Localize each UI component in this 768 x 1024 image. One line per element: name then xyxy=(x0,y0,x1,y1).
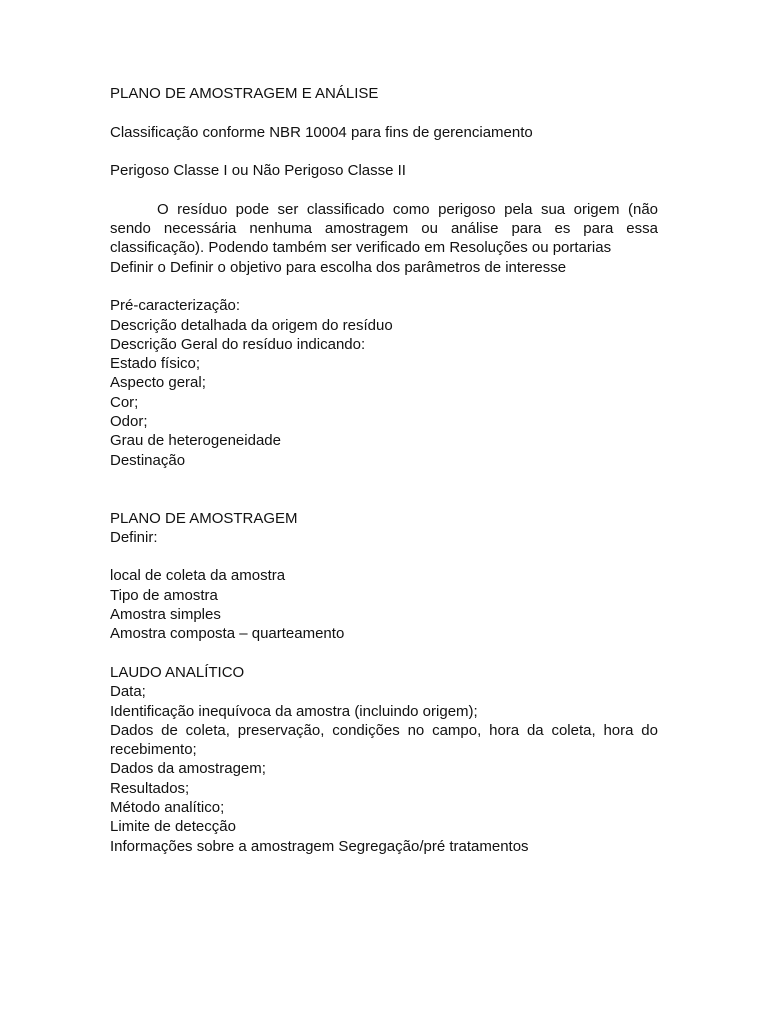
analytical-report-heading: LAUDO ANALÍTICO xyxy=(110,663,245,681)
analytical-report-item: Método analítico; xyxy=(110,798,225,816)
class-types-line: Perigoso Classe I ou Não Perigoso Classe II xyxy=(110,162,406,180)
classification-line: Classificação conforme NBR 10004 para fins de gerenciamento xyxy=(110,123,533,141)
analytical-report-item: Resultados; xyxy=(110,779,190,797)
analytical-report-item: Dados de coleta, preservação, condições no campo, hora da coleta, hora do recebimento; xyxy=(110,721,658,759)
pre-characterization-item: Descrição detalhada da origem do resíduo xyxy=(110,316,393,334)
analytical-report-item: Informações sobre a amostragem Segregação/pré tratamentos xyxy=(110,837,529,855)
pre-characterization-item: Cor; xyxy=(110,393,139,411)
pre-characterization-item: Destinação xyxy=(110,451,186,469)
analytical-report-item: Data; xyxy=(110,683,146,701)
sampling-plan-item: Amostra simples xyxy=(110,606,221,624)
pre-characterization-heading: Pré-caracterização: xyxy=(110,297,241,315)
pre-characterization-item: Odor; xyxy=(110,413,148,431)
document-body xyxy=(110,84,658,856)
pre-characterization-item: Grau de heterogeneidade xyxy=(110,432,281,450)
analytical-report-item: Dados da amostragem; xyxy=(110,760,266,778)
sampling-plan-item: local de coleta da amostra xyxy=(110,567,286,585)
intro-paragraph: O resíduo pode ser classificado como perigoso pela sua origem (não sendo necessária nenhuma amostragem ou análise para es para essa classificação). Podendo também ser verificado em Resoluções ou portarias xyxy=(110,200,658,257)
document-title: PLANO DE AMOSTRAGEM E ANÁLISE xyxy=(110,85,379,102)
sampling-plan-subheading: Definir: xyxy=(110,528,158,546)
pre-characterization-item: Aspecto geral; xyxy=(110,374,206,392)
analytical-report-item: Limite de detecção xyxy=(110,818,236,836)
pre-characterization-item: Descrição Geral do resíduo indicando: xyxy=(110,335,366,353)
sampling-plan-heading: PLANO DE AMOSTRAGEM xyxy=(110,509,298,527)
sampling-plan-item: Tipo de amostra xyxy=(110,586,218,604)
objective-line: Definir o Definir o objetivo para escolha dos parâmetros de interesse xyxy=(110,258,567,276)
analytical-report-item: Identificação inequívoca da amostra (incluindo origem); xyxy=(110,702,478,720)
sampling-plan-item: Amostra composta – quarteamento xyxy=(110,625,345,643)
pre-characterization-item: Estado físico; xyxy=(110,355,201,373)
